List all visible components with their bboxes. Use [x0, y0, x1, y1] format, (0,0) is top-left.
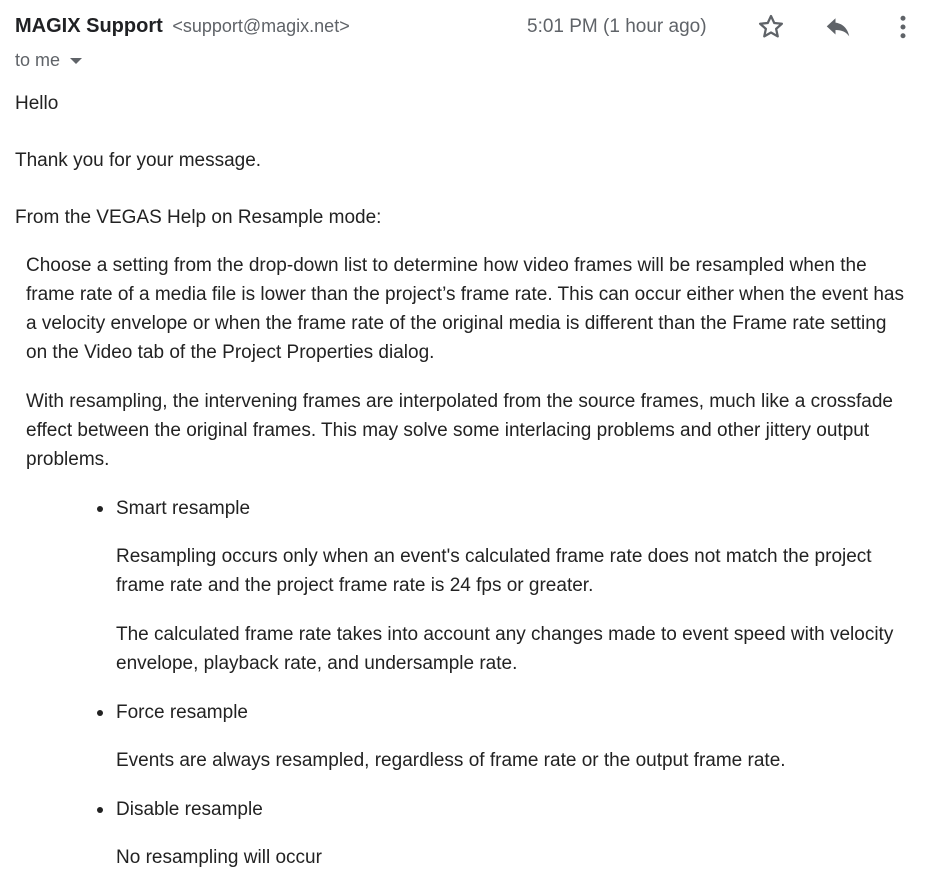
intro-line: From the VEGAS Help on Resample mode: [15, 207, 382, 228]
email-body [15, 89, 915, 892]
list-item [116, 494, 911, 678]
greeting: Hello [15, 93, 59, 114]
list-item [116, 795, 911, 872]
option-description [116, 542, 911, 678]
bullet-icon [97, 807, 103, 813]
option-desc-text: Resampling occurs only when an event's calculated frame rate does not match the project frame rate and the project frame rate is 24 fps or greater. [116, 546, 872, 596]
quoted-help-text [26, 251, 911, 872]
reply-button[interactable] [820, 10, 856, 44]
quote-paragraph-2: With resampling, the intervening frames are interpolated from the source frames, much like a crossfade effect between the original frames. This may solve some interlacing problems and other jittery output problems. [26, 391, 893, 470]
sender-row [15, 12, 350, 40]
star-outline-icon [756, 12, 786, 42]
option-description [116, 746, 911, 775]
option-description [116, 843, 911, 872]
list-item [116, 698, 911, 775]
option-title: Force resample [116, 702, 248, 723]
option-desc-text: Events are always resampled, regardless of frame rate or the output frame rate. [116, 750, 786, 771]
recipient-toggle[interactable] [15, 48, 82, 72]
email-header [15, 10, 920, 80]
sender-name[interactable]: MAGIX Support [15, 15, 163, 37]
recipient-label: to me [15, 50, 61, 70]
timestamp[interactable]: 5:01 PM (1 hour ago) [527, 16, 707, 37]
star-button[interactable] [753, 10, 789, 44]
more-vertical-icon [888, 12, 918, 42]
more-options-button[interactable] [885, 10, 921, 44]
quote-paragraph-1: Choose a setting from the drop-down list to determine how video frames will be resampled when the frame rate of a media file is lower than the project’s frame rate. This can occur either when the event has a velocity envelope or when the frame rate of the original media is different than the Frame rate setting on the Video tab of the Project Properties dialog. [26, 255, 904, 363]
sender-email: <support@magix.net> [172, 16, 350, 36]
chevron-down-icon [70, 58, 82, 64]
option-desc-text: The calculated frame rate takes into account any changes made to event speed with velocity envelope, playback rate, and undersample rate. [116, 624, 894, 674]
bullet-icon [97, 506, 103, 512]
option-title: Smart resample [116, 498, 251, 519]
reply-icon [823, 12, 853, 42]
option-desc-text: No resampling will occur [116, 847, 322, 868]
thanks-line: Thank you for your message. [15, 150, 262, 171]
bullet-icon [97, 710, 103, 716]
resample-options-list [116, 494, 911, 872]
option-title: Disable resample [116, 799, 263, 820]
